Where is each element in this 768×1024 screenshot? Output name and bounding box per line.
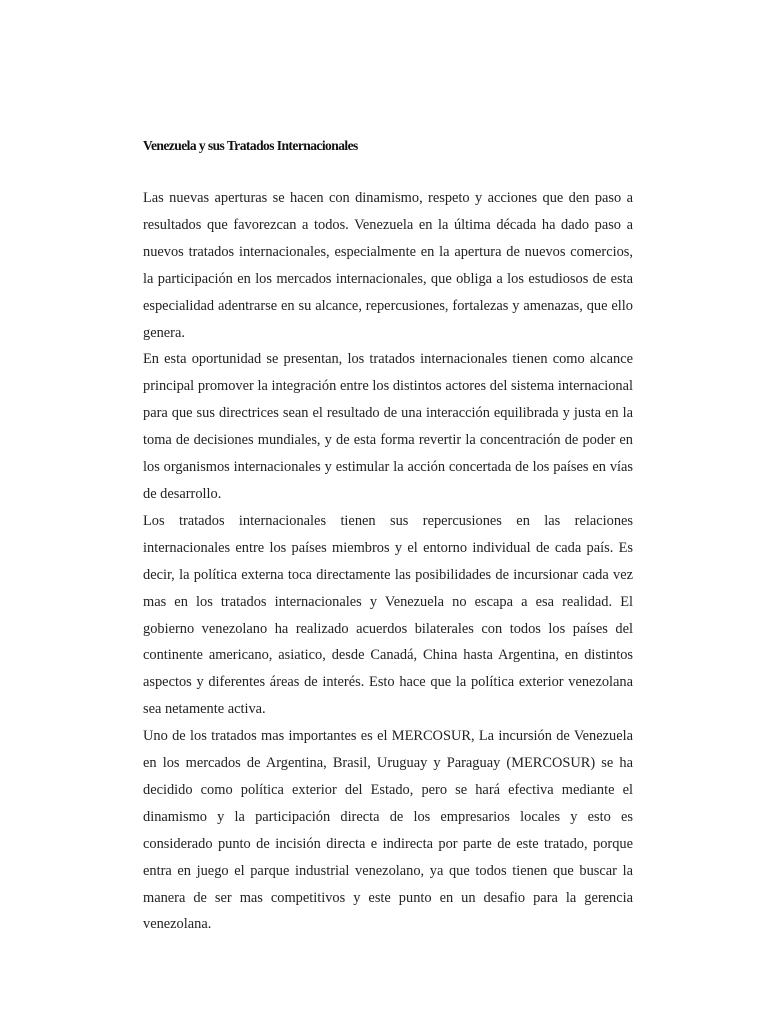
document-body [143,185,633,938]
paragraph: Las nuevas aperturas se hacen con dinamismo, respeto y acciones que den paso a resultados que favorezcan a todos. Venezuela en la última década ha dado paso a nuevos tratados internacionales, especialmente en la apertura de nuevos comercios, la participación en los mercados internacionales, que obliga a los estudiosos de esta especialidad adentrarse en su alcance, repercusiones, fortalezas y amenazas, que ello genera. [143,190,633,341]
paragraph: Los tratados internacionales tienen sus repercusiones en las relaciones internacionales entre los países miembros y el entorno individual de cada país. Es decir, la política externa toca directamente las posibilidades de incursionar cada vez mas en los tratados internacionales y Venezuela no escapa a esa realidad. El gobierno venezolano ha realizado acuerdos bilaterales con todos los países del continente americano, asiatico, desde Canadá, China hasta Argentina, en distintos aspectos y diferentes áreas de interés. Esto hace que la política exterior venezolana sea netamente activa. [143,512,633,718]
paragraph: Uno de los tratados mas importantes es el MERCOSUR, La incursión de Venezuela en los mercados de Argentina, Brasil, Uruguay y Paraguay (MERCOSUR) se ha decidido como política exterior del Estado, pero se hará efectiva mediante el dinamismo y la participación directa de los empresarios locales y esto es considerado punto de incisión directa e indirecta por parte de este tratado, porque entra en juego el parque industrial venezolano, ya que todos tienen que buscar la manera de ser mas competitivos y este punto en un desafio para la gerencia venezolana. [143,728,633,933]
document-title: Venezuela y sus Tratados Internacionales [143,138,358,153]
paragraph: En esta oportunidad se presentan, los tratados internacionales tienen como alcance principal promover la integración entre los distintos actores del sistema internacional para que sus directrices sean el resultado de una interacción equilibrada y justa en la toma de decisiones mundiales, y de esta forma revertir la concentración de poder en los organismos internacionales y estimular la acción concertada de los países en vías de desarrollo. [143,351,633,502]
